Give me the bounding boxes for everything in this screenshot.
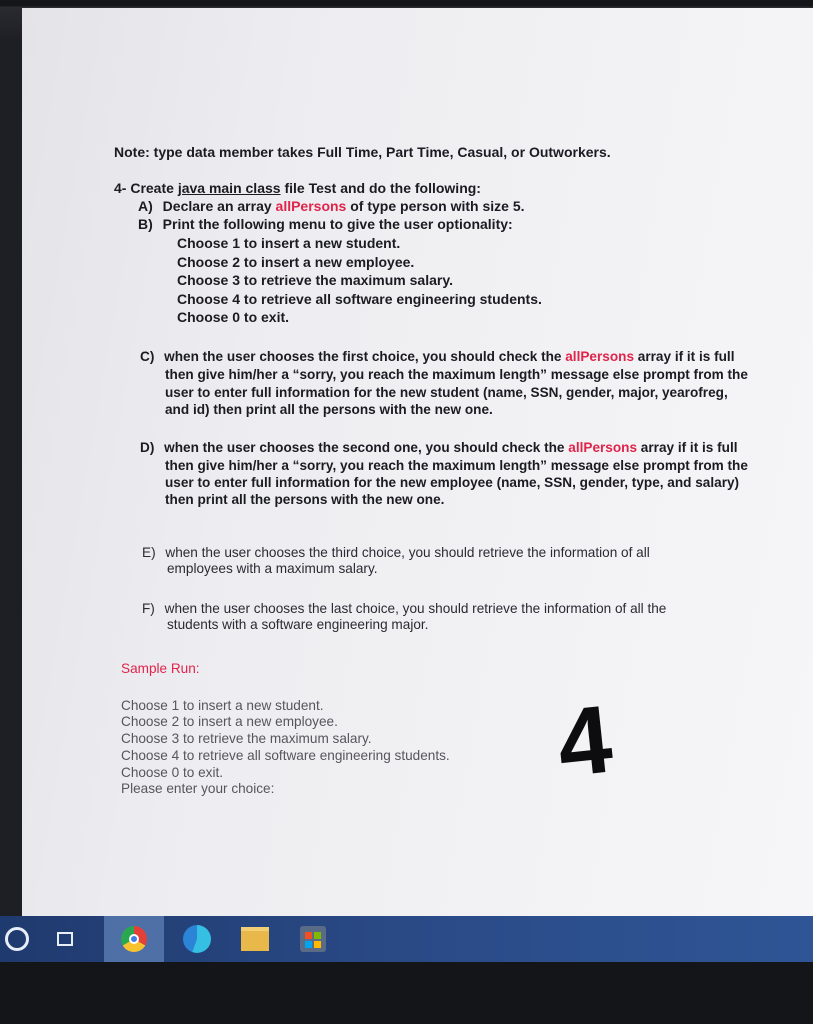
item-a-highlight: allPersons [275, 198, 347, 214]
sample-line-6: Please enter your choice: [121, 781, 275, 796]
edge-icon[interactable] [180, 922, 214, 956]
q4-prefix: 4- Create [114, 180, 178, 196]
monitor-bezel [0, 962, 813, 1024]
note-text: Note: type data member takes Full Time, Part Time, Casual, or Outworkers. [114, 144, 611, 160]
item-d-line4: then print all the persons with the new one. [165, 492, 445, 507]
item-d-text1b: array if it is full [637, 440, 738, 455]
sample-line-1: Choose 1 to insert a new student. [121, 698, 324, 713]
item-c-text1b: array if it is full [634, 349, 735, 364]
item-e-line1 [142, 545, 650, 560]
item-a-pre: Declare an array [162, 198, 276, 214]
item-d-line1 [140, 440, 738, 455]
q4-suffix: file Test and do the following: [280, 180, 481, 196]
item-a-label: A) [138, 198, 153, 214]
document-page [22, 8, 813, 930]
q4-link[interactable]: java main class [177, 180, 281, 196]
sample-line-3: Choose 3 to retrieve the maximum salary. [121, 731, 372, 746]
item-f-label: F) [142, 601, 155, 616]
item-d-line2: then give him/her a “sorry, you reach the maximum length” message else prompt from the [165, 458, 748, 473]
sample-line-2: Choose 2 to insert a new employee. [121, 714, 338, 729]
store-icon[interactable] [296, 922, 330, 956]
item-e-text1: when the user chooses the third choice, you should retrieve the information of all [165, 545, 650, 560]
chrome-icon[interactable] [104, 916, 164, 962]
item-c-label: C) [140, 349, 155, 364]
sample-line-4: Choose 4 to retrieve all software engineering students. [121, 748, 450, 763]
item-d-highlight: allPersons [568, 440, 638, 455]
item-c-line4: and id) then print all the persons with the new one. [165, 402, 493, 417]
menu-option-2: Choose 2 to insert a new employee. [177, 254, 415, 270]
note-line [114, 144, 611, 160]
item-d-line3: user to enter full information for the new employee (name, SSN, gender, type, and salary) [165, 475, 740, 490]
item-c-line3: user to enter full information for the new student (name, SSN, gender, major, yearofreg, [165, 385, 728, 400]
question-4 [114, 180, 481, 196]
item-a [138, 198, 525, 214]
item-a-post: of type person with size 5. [346, 198, 525, 214]
menu-option-3: Choose 3 to retrieve the maximum salary. [177, 272, 453, 288]
item-c-text1: when the user chooses the first choice, you should check the [164, 349, 566, 364]
search-icon[interactable] [0, 922, 34, 956]
item-c-line1 [140, 349, 735, 364]
handwritten-number: 4 [552, 685, 617, 798]
menu-option-4: Choose 4 to retrieve all software engineering students. [177, 291, 542, 307]
file-explorer-icon[interactable] [238, 922, 272, 956]
item-f-line1 [142, 601, 666, 616]
item-b [138, 216, 513, 232]
item-e-label: E) [142, 545, 156, 560]
item-b-text: Print the following menu to give the user optionality: [162, 216, 513, 232]
sample-run-title: Sample Run: [121, 661, 200, 676]
item-d-label: D) [140, 440, 155, 455]
sample-line-5: Choose 0 to exit. [121, 765, 224, 780]
item-d-text1: when the user chooses the second one, you should check the [164, 440, 569, 455]
task-view-icon[interactable] [48, 922, 82, 956]
menu-option-1: Choose 1 to insert a new student. [177, 235, 401, 251]
item-c-highlight: allPersons [565, 349, 635, 364]
item-b-label: B) [138, 216, 153, 232]
taskbar [0, 916, 813, 962]
item-f-text1: when the user chooses the last choice, you should retrieve the information of all the [164, 601, 667, 616]
item-e-line2: employees with a maximum salary. [167, 561, 378, 576]
item-f-line2: students with a software engineering major. [167, 617, 429, 632]
item-c-line2: then give him/her a “sorry, you reach the maximum length” message else prompt from the [165, 367, 748, 382]
menu-option-0: Choose 0 to exit. [177, 309, 290, 325]
